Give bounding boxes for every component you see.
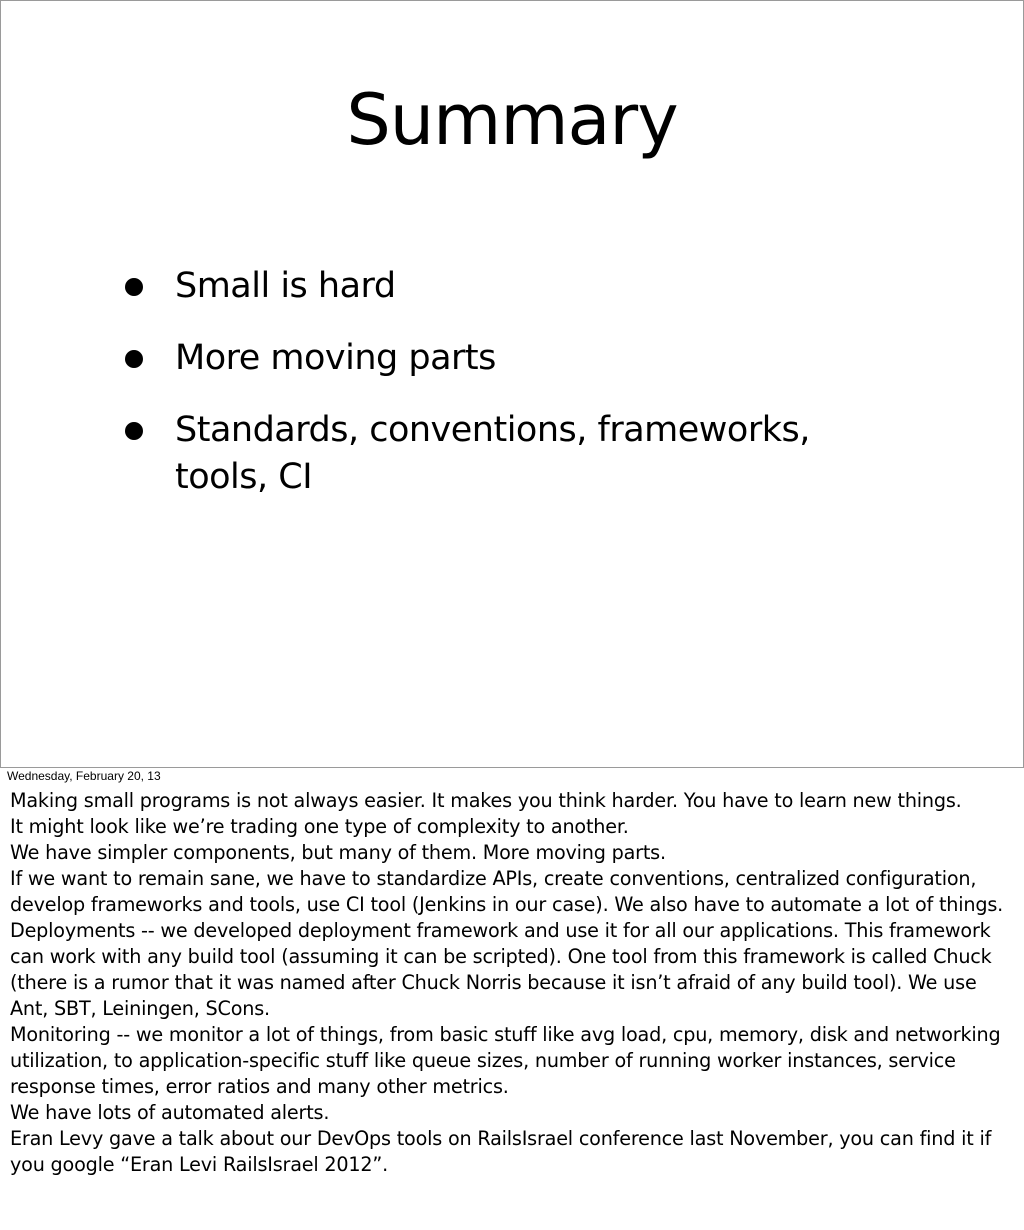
bullet-item [125,263,905,310]
note-paragraph: We have simpler components, but many of them. More moving parts. [10,841,666,864]
note-paragraph: It might look like we’re trading one type of complexity to another. [10,815,629,838]
note-paragraph: Eran Levy gave a talk about our DevOps tools on RailsIsrael conference last November, you can find it if you google “Eran Levi RailsIsrael 2012”. [10,1127,992,1176]
bullet-text: Small is hard [175,266,396,306]
speaker-notes [10,788,1020,1178]
bullet-list [125,263,905,526]
note-paragraph: Monitoring -- we monitor a lot of things, from basic stuff like avg load, cpu, memory, disk and networking utilization, to application-specific stuff like queue sizes, number of running worker instances, service response times, error ratios and many other metrics. [10,1023,1001,1098]
bullet-text: More moving parts [175,338,496,378]
bullet-icon [125,422,143,440]
note-paragraph: We have lots of automated alerts. [10,1101,330,1124]
bullet-icon [125,278,143,296]
bullet-text: Standards, conventions, frameworks, tools, CI [175,410,810,497]
note-paragraph: Making small programs is not always easier. It makes you think harder. You have to learn new things. [10,789,962,812]
bullet-icon [125,350,143,368]
slide-date: Wednesday, February 20, 13 [7,769,161,783]
slide-title: Summary [346,79,678,161]
note-paragraph: If we want to remain sane, we have to standardize APIs, create conventions, centralized configuration, develop frameworks and tools, use CI tool (Jenkins in our case). We also have to automate a lot of things. [10,867,1004,916]
note-paragraph: Deployments -- we developed deployment framework and use it for all our applications. This framework can work with any build tool (assuming it can be scripted). One tool from this framework is called Chuck (there is a rumor that it was named after Chuck Norris because it isn’t afraid of any build tool). We use Ant, SBT, Leiningen, SCons. [10,919,992,1020]
bullet-item [125,407,905,501]
bullet-item [125,335,905,382]
